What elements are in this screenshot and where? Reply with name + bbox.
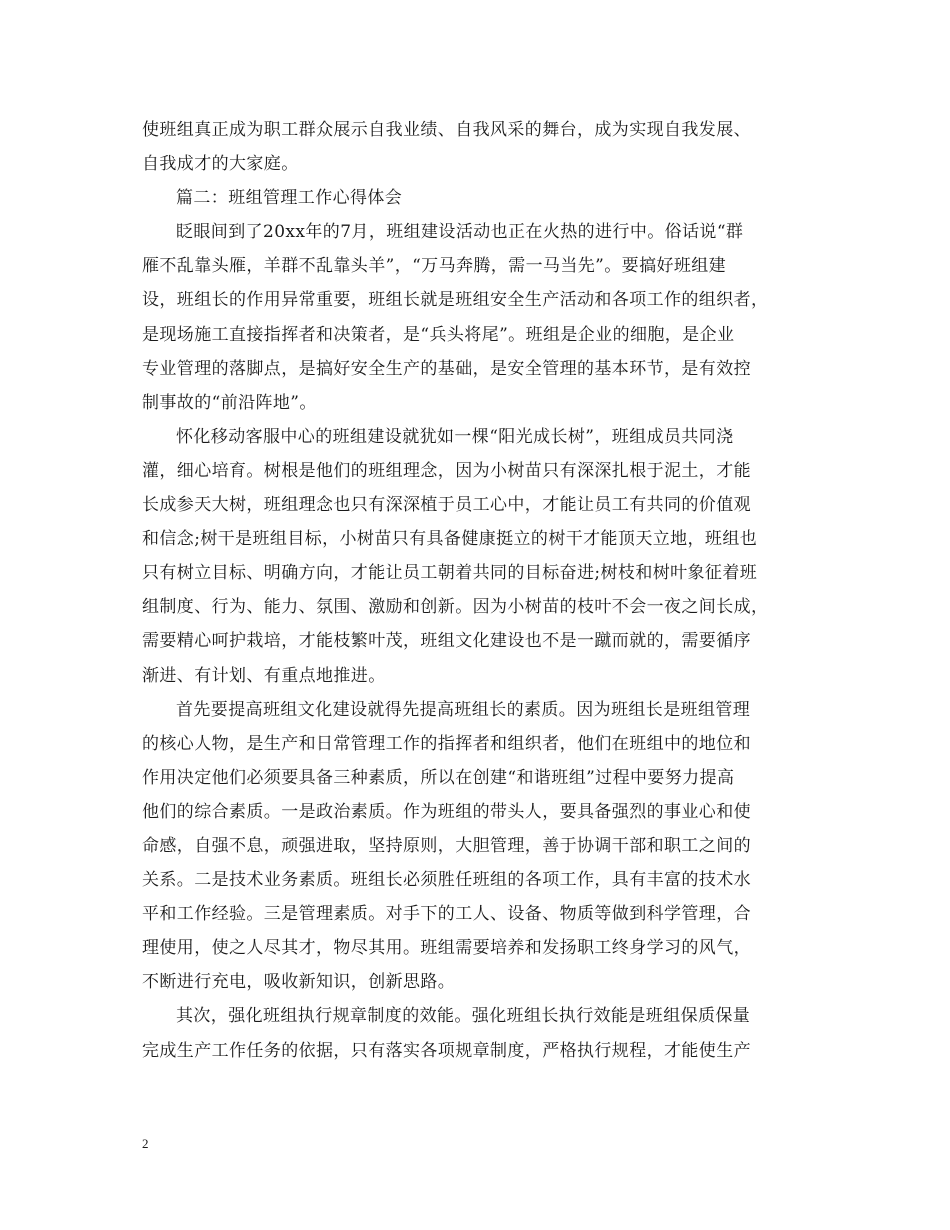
text-line: 组制度、行为、能力、氛围、激励和创新。因为小树苗的枝叶不会一夜之间长成，	[142, 597, 769, 618]
text-line: 和信念;树干是班组目标，小树苗只有具备健康挺立的树干才能顶天立地，班组也	[142, 529, 758, 550]
text-line: 他们的综合素质。一是政治素质。作为班组的带头人，要具备强烈的事业心和使	[142, 801, 751, 822]
text-line: 首先要提高班组文化建设就得先提高班组长的素质。因为班组长是班组管理	[176, 699, 751, 720]
text-line: 完成生产工作任务的依据，只有落实各项规章制度，严格执行规程，才能使生产	[142, 1040, 751, 1061]
body-text	[142, 113, 812, 1068]
text-line: 是现场施工直接指挥者和决策者，是“兵头将尾”。班组是企业的细胞，是企业	[142, 324, 735, 345]
text-line: 篇二：班组管理工作心得体会	[176, 188, 403, 209]
text-line: 只有树立目标、明确方向，才能让员工朝着共同的目标奋进;树枝和树叶象征着班	[142, 563, 758, 584]
text-line: 需要精心呵护栽培，才能枝繁叶茂，班组文化建设也不是一蹴而就的，需要循序	[142, 631, 751, 652]
text-line: 灌，细心培育。树根是他们的班组理念，因为小树苗只有深深扎根于泥土，才能	[142, 460, 751, 481]
text-line: 专业管理的落脚点，是搞好安全生产的基础，是安全管理的基本环节，是有效控	[142, 358, 751, 379]
page-number: 2	[142, 1136, 149, 1151]
text-line: 长成参天大树，班组理念也只有深深植于员工心中，才能让员工有共同的价值观	[142, 495, 751, 516]
text-line: 平和工作经验。三是管理素质。对手下的工人、设备、物质等做到科学管理，合	[142, 904, 751, 925]
text-line: 自我成才的大家庭。	[142, 154, 299, 175]
text-line: 理使用，使之人尽其才，物尽其用。班组需要培养和发扬职工终身学习的风气，	[142, 938, 751, 959]
text-line: 的核心人物，是生产和日常管理工作的指挥者和组织者，他们在班组中的地位和	[142, 733, 751, 754]
text-line: 设，班组长的作用异常重要，班组长就是班组安全生产活动和各项工作的组织者，	[142, 290, 769, 311]
text-line: 不断进行充电，吸收新知识，创新思路。	[142, 972, 456, 993]
text-line: 怀化移动客服中心的班组建设就犹如一棵“阳光成长树”，班组成员共同浇	[176, 426, 734, 447]
text-line: 雁不乱靠头雁，羊群不乱靠头羊”，“万马奔腾，需一马当先”。要搞好班组建	[142, 256, 727, 277]
text-line: 关系。二是技术业务素质。班组长必须胜任班组的各项工作，具有丰富的技术水	[142, 870, 751, 891]
text-line: 命感，自强不息，顽强进取，坚持原则，大胆管理，善于协调干部和职工之间的	[142, 835, 751, 856]
text-line: 眨眼间到了20xx年的7月，班组建设活动也正在火热的进行中。俗话说“群	[176, 222, 744, 243]
text-line: 其次，强化班组执行规章制度的效能。强化班组长执行效能是班组保质保量	[176, 1006, 751, 1027]
text-line: 渐进、有计划、有重点地推进。	[142, 665, 386, 686]
text-line: 使班组真正成为职工群众展示自我业绩、自我风采的舞台，成为实现自我发展、	[142, 120, 751, 140]
text-line: 作用决定他们必须要具备三种素质，所以在创建“和谐班组”过程中要努力提高	[142, 767, 735, 788]
text-line: 制事故的“前沿阵地”。	[142, 392, 317, 413]
